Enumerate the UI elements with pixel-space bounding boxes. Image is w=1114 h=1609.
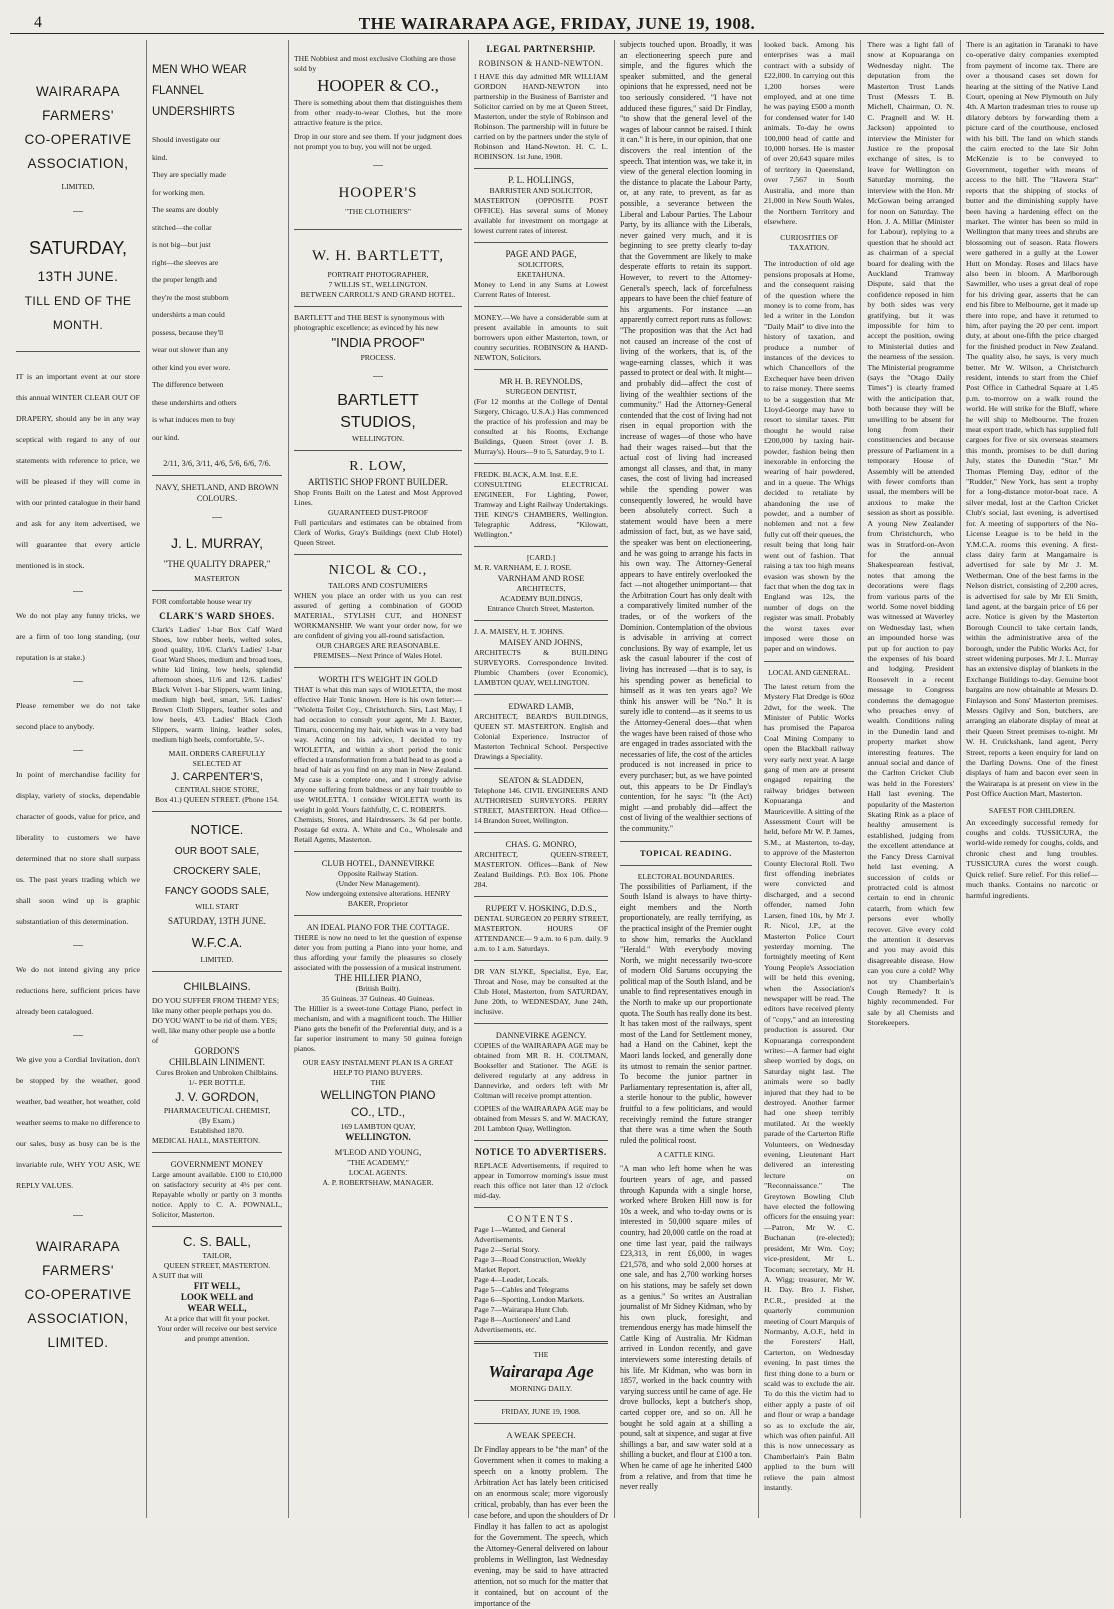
sale-till: TILL END OF THE	[24, 294, 132, 308]
hillier-body: The Hillier is a sweet-tone Cottage Piano, perfect in mechanism, and with a magnificent touch. The Hillier Piano gets the benefit of the Preferential duty, and is a far superior instrument to many 50 guinea foreign pianos.	[294, 1004, 462, 1053]
copy-line: is not big—but just	[152, 240, 211, 249]
page-solicitors: SOLICITORS,	[518, 260, 564, 269]
gordons: GORDON'S	[194, 1046, 240, 1056]
mail-orders: MAIL ORDERS CAREFULLY	[168, 749, 266, 758]
leader-continued: subjects touched upon. Broadly, it was an electioneering speech pure and simple, and the figures which the speaker submitted, and the general opinions that he expressed, need not be too seriously considered. "I have not adduced these figures," said Dr Findlay, "to show that the general level of the wages of labour cannot be raised. I think it can." It is here, in our opinion, that one discovers the real intention of the speech. That intention was, we take it, in view of the general election looming in the distance to placate the Labour Party, or, at any rate, to prevent, as far as possible, a severance between the Liberal and Labour Parties. The Labour Party, by its alliance with the Liberals, never gained very much, and it is beginning to see pretty clearly to-day that the Government are likely to make desperate efforts to retain its support. However, to revert to the Attorney-General's speech, lack of forcefulness appears to have been the chief feature of his arguments. For instance —an apparently correct report runs as follows: "The proposition was that the Act had not caused an increase of the cost of living of the workers, that is, of the wage-earning classes, which it was passed to protect or deal with. It might—and probably did—affect the cost of living of the wealthier sections of the community." Had the Attorney-General contended that the cost of living had not risen in equal proportion with the increase of wages—of those who have had their wages raised—but that the actual cost of living had increased amongst all classes, and that, in many cases, the cost of living had increased while the spending power was consequently lowered, he would have been absolutely correct. Such a statement would have been a mere admission of fact, but, as we have said, the speaker was bent on electioneering, and he was going to arrange his facts in his own way. The Attorney-General appears to have entirely overlooked the fact —not altogether unimportant— that the Arbitration Court has only dealt with a comparatively limited number of the trades, or of the workers of the Dominion. Contemplation of the obvious is advisable in arriving at correct conclusions. By way of example, let us ask the casual labourer if the cost of living has increased —that is to say, is his spending power as beneficial to himself as it was ten years ago? We think his answer will be "No." It is surely idle to contend—as it seems to us the Attorney-General does—that when the wages have been raised of those who are engaged in trades associated with the necessaries of life, the cost of the articles produced is not increased in price to every purchaser; but, as we have pointed out, this appears to be Dr Findlay's contention, for he says: "It (the Act) might —and probably did—affect the cost of living of the wealthier sections of the community."	[620, 40, 752, 833]
copy-line: possess, because they'll	[152, 327, 224, 337]
copy-line: undershirts a man could	[152, 310, 225, 319]
bartlett-portrait: PORTRAIT PHOTOGRAPHER,	[327, 270, 429, 279]
copy-line: our kind.	[152, 432, 180, 442]
page-body: Money to Lend in any Sums at Lowest Current Rates of Interest.	[474, 280, 608, 299]
sale-fancy: FANCY GOODS SALE,	[164, 886, 270, 897]
chilblains-body: DO YOU SUFFER FROM THEM? YES; like many other people perhaps you do. DO YOU WANT to be rid of them. YES; well, like many other people use a bottle of	[152, 996, 279, 1045]
bartlett-studios-2: STUDIOS,	[340, 414, 416, 431]
briefs-body: There is an agitation in Taranaki to have co-operative dairy companies exempted from payment of income tax. There are over a thousand cases set down for hearing at the sitting of the Native Land Court, opening at New Plymouth on July 4th. A Marton tradesman tries to rouse up dilatory debtors by forwarding them a picture card of the courthouse, enclosed with his bill. The land on which stands the cairn erected to the late Sir John McKenzie is to be conveyed to Government, together with means of access to the hill. The "Hawera Star" reports that the shipping of stocks of butter and the diminishing supply have been having a hardening effect on the market. The winter has been so mild in Wellington that many trees and shrubs are blossoming out of season. Rata flowers were gathered in a gully at the Lower Hutt on Monday. Roses and lilacs have also been in bloom. A Marlborough Sawmiller, who uses a great deal of rope for his driving gear, asserts that he can end his fibre to Melbourne, get it made up there into rope, and have it returned to him, after paying the 20 per cent. import duty, at about one-fifth the price charged for the finished product in New Zealand. The quality also, he says, is very much better. Mr W. Wilson, a Christchurch resident, intends to start from the Chief Post Office in Cathedral Square at 1.45 p.m. to-morrow on a walk round the world. He will strike for the Bluff, where he will ship to Melbourne. The frozen meat export trade, which has supplied full cargoes for five or six overseas steamers this month, promises to be dull during July, states the Dunedin "Star." Mr Thomas Pleming Day, editor of the "Rudder," New York, has sent a trophy for a long-distance motor-boat race. A silver medal, lost at the Carlton Cricket Club's social, last evening, is advertised for. A meeting of supporters of the No-License League is to be held in the Y.M.C.A. rooms this evening. A first-class dairy farm at Mangamaire is advertised for sale by Mr J. M. Wetherman. One of the best farms in the Nelson district, consisting of 2,200 acres, is advertised for sale by Mr Eli Smith, land agent, at the bargain price of £6 per acre. Notice is given by the Masterton Borough Council to take certain lands, within the administrative area of the borough, under the Public Works Act, for street widening purposes. Mr J. L. Murray has an extensive display of blankets in the Exchange Buildings to-day. Genuine boot bargains are now obtainable at Messrs D. Finlayson and Sons' Masterton premises. Messrs Ogilvy and Son, butchers, are arranging an elaborate display of meat at their Queen Street premises to-night. Mr W. H. Cruickshank, land agent, Perry Street, reports a keen enquiry for land on the Darling Downs. One of the finest displays of ham and bacon ever seen in the Wairarapa is at present on view in the Post Office Auction Mart, Masterton.	[966, 40, 1098, 799]
low-body-2: Full particulars and estimates can be obtained from Clerk of Works, Gray's Buildings (next Club Hotel) Queen Street.	[294, 518, 462, 547]
leader-body: Dr Findlay appears to be "the man" of the Government when it comes to making a speech on a knotty problem. The Arbitration Act has lately been criticised on an enormous scale; more vigorously critical, probably, than has ever been the case before, and upon the shoulders of Dr Findlay it has fallen to act as apologist for the Government. The speech, which the Attorney-General delivered on labour problems in Wellington, last Wednesday evening, may be said to have attracted attention, not so much for the matter that it contained, but on account of the importance of the	[474, 1445, 608, 1608]
legal-body: I HAVE this day admitted MR WILLIAM GORDON HAND-NEWTON into partnership in the Business of Barrister and Solicitor carried on by me at Queen Street, Masterton, under the style of Robinson and Robinson. The partnership will in future be carried on by the partners under the style of Robinson and Hand-Newton. H. C. L. ROBINSON. 1st June, 1908.	[474, 72, 608, 161]
mleod-agents: LOCAL AGENTS.	[348, 1168, 408, 1177]
liniment: CHILBLAIN LINIMENT.	[169, 1057, 265, 1067]
column-rule	[146, 40, 147, 1518]
varnham-building: ACADEMY BUILDINGS,	[499, 594, 583, 603]
column-2: MEN WHO WEAR FLANNEL UNDERSHIRTS Should investigate our kind. They are specially made for working men. The seams are doubly stitched—the collar is not big—but just right—the sleeves are the proper length and they're the most stubborn undershirts a man could possess, because they'll wear out slower than any other kind you ever wore. The difference between these undershirts and others is what induces men to buy our kind. 2/11, 3/6, 3/11, 4/6, 5/6, 6/6, 7/6. NAVY, SHETLAND, AND BROWN COLOURS. — J. L. MURRAY, "THE QUALITY DRAPER," MASTERTON FOR comfortable house wear try CLARK'S WARD SHOES. Clark's Ladies' 1-bar Box Calf Ward Shoes, low rubber heels, welted soles, good quality, 10/6. Clark's Ladies' 1-bar Goat Ward Shoes, medium and broad toes, white kid lining, low heels, splendid afternoon shoes, 11/6 and 12/6. Ladies' Black Velvet 1-bar Slippers, warm lining, medium high heel, smart, 5/6. Ladies' Brown Cloth Slippers, leather soles and low heels, 4/3. Ladies' Black Cloth Slippers, warm lining, leather soles, medium high heels, comfortable, 5/-. MAIL ORDERS CAREFULLY SELECTED AT J. CARPENTER'S, CENTRAL SHOE STORE, Box 41.) QUEEN STREET. (Phone 154. NOTICE. OUR BOOT SALE, CROCKERY SALE, FANCY GOODS SALE, WILL START SATURDAY, 13TH JUNE. W.F.C.A. LIMITED. CHILBLAINS. DO YOU SUFFER FROM THEM? YES; like many other people perhaps you do. DO YOU WANT to be rid of them. YES; well, like many other people use a bottle of GORDON'S CHILBLAIN LINIMENT. Cures Broken and Unbroken Chilblains. 1/- PER BOTTLE. J. V. GORDON, PHARMACEUTICAL CHEMIST, (By Exam.) Established 1870. MEDICAL HALL, MASTERTON. GOVERNMENT MONEY Large amount available. £100 to £10,000 on satisfactory security at 4½ per cent. Repayable wholly or partly on 3 months notice. Apply to C. A. POWNALL, Solicitor, Masterton. C. S. BALL, TAILOR, QUEEN STREET, MASTERTON. A SUIT that will FIT WELL, LOOK WELL and WEAR WELL, At a price that will fit your pocket. Your order will receive our best service and prompt attention.	[148, 40, 286, 1518]
contents-item: Page 8—Auctioneers' and Land Advertisements, etc.	[474, 1315, 571, 1334]
sale-day: SATURDAY,	[28, 238, 128, 258]
clearance-text-3: Please remember we do not take second place to anybody.	[16, 701, 140, 731]
lamb-body: ARCHITECT, BEARD'S BUILDINGS, QUEEN ST. MASTERTON. English and Colonial Experience. Instructor of Masterton Technical School. Perspective Drawings a Speciality.	[474, 712, 608, 761]
electoral-body: The possibilities of Parliament, if the South Island is always to have thirty-eight members and the North proportionately, are really terrifying, as the practical insight of the Premier ought to show him, remarks the Auckland "Herald." With everybody moving North, we might necessarily two-score of modern Old Sarums occupying the political map of the South Island, and be unable to find representatives enough in the North to make up our proportionate quota. The South has really done its best. It has taken most of the railways, spent most of the Land for Settlement money, had a Hand on the Cabinet, kept the Maori lands locked, and generally done its utmost to remain the senior partner. To become the junior partner in Parliamentary representation is, after all, a sterile honour to the public, however fruitful to a few politicians, and would receivingly remind the future stranger that there was a time when the South ruled the political roost.	[620, 881, 752, 1145]
legal-firm: ROBINSON & HAND-NEWTON.	[478, 59, 604, 68]
nicol-premises: PREMISES—Next Prince of Wales Hotel.	[313, 651, 443, 660]
hooper-drop: Drop in our store and see them. If your judgment does not prompt you to buy, you will not be urged.	[294, 132, 462, 151]
mleod: M'LEOD AND YOUNG,	[334, 1147, 422, 1157]
taxation-body: The introduction of old age pensions proposals at Home, and the consequent raising of the question where the money is to come from, has led a writer in the London "Daily Mail" to dive into the history of taxation, and produce a number of instances of the devices to which Chancellors of the Exchequer have been driven to raise money. There seems to be a suggestion that Mr Lloyd-George may have to resort to similar taxes. Pitt thought he would raise £200,000 by taxing hair-powder, fashion being then inexorable in enforcing the wearing of hair powdered, and in a queue. The Whigs decided to retaliate by abandoning the use of powder, and a number of noblemen and not a few fully cut off their queues, the result being that long hair went out of fashion. That raising a tax too high means evasion was shown by the fact that when the dog tax in England was 12s, the number of dogs on the register was small. Probably the worst taxes ever imposed were those on paper and on windows.	[764, 259, 855, 654]
copy-line: they're the most stubborn	[152, 292, 229, 302]
carpenter-box: Box 41.) QUEEN STREET. (Phone 154.	[155, 795, 279, 804]
wfca-short: W.F.C.A.	[191, 935, 243, 950]
clearance-text-1: IT is an important event at our store this annual WINTER CLEAR OUT OF DRAPERY, should any be in any way sceptical with regard to any of our statements with reference to price, we will be pleased if they will come in with our printed catalogue in their hand and ask for any item advertised, we will guarantee that every article mentioned is in stock.	[16, 372, 140, 570]
column-5	[616, 40, 756, 1518]
sale-month: MONTH.	[52, 318, 104, 332]
chilblains-heading: CHILBLAINS.	[183, 981, 251, 993]
maisey-body: ARCHITECTS & BUILDING SURVEYORS. Correspondence Invited. Plumbic Chambers (over Economic), LAMBTON QUAY, WELLINGTON.	[474, 648, 608, 687]
newspaper-title: THE WAIRARAPA AGE, FRIDAY, JUNE 19, 1908.	[358, 14, 756, 33]
column-4	[470, 40, 612, 1608]
column-3: THE Nobbiest and most exclusive Clothing are those sold by HOOPER & CO., There is something about them that distinguishes them from other ready-to-wear Clothes, but the more attractive feature is the price. Drop in our store and see them. If your judgment does not prompt you to buy, you will not be urged. — HOOPER'S "THE CLOTHIER'S" W. H. BARTLETT, PORTRAIT PHOTOGRAPHER, 7 WILLIS ST., WELLINGTON. BETWEEN CARROLL'S AND GRAND HOTEL. BARTLETT and THE BEST is synonymous with photographic excellence; as evinced by his new "INDIA PROOF" PROCESS. — BARTLETT STUDIOS, WELLINGTON. R. LOW, ARTISTIC SHOP FRONT BUILDER. Shop Fronts Built on the Latest and Most Approved Lines. GUARANTEED DUST-PROOF Full particulars and estimates can be obtained from Clerk of Works, Gray's Buildings (next Club Hotel) Queen Street. NICOL & CO., TAILORS AND COSTUMIERS WHEN you place an order with us you can rest assured of getting a combination of GOOD MATERIAL, STYLISH CUT, and HONEST WORKMANSHIP. We want your order now, for we are confident of giving you all-round satisfaction. OUR CHARGES ARE REASONABLE. PREMISES—Next Prince of Wales Hotel. WORTH IT'S WEIGHT IN GOLD THAT is what this man says of WIOLETTA, the most effective Hair Tonic known. Here is his own letter:— "Wioletta Toilet Coy., Christchurch. Sirs, Last May, I had occasion to consult your agent, Mr J. Baxter, Timaru, concerning my hair, which was in a very bad way. Acting on his advice, I decided to try WIOLETTA, and within a short period the tonic effected a transformation from a bald head to as good a head of hair as you find on any man in New Zealand. My case is a complete one, and I strongly advise anyone suffering from baldness or any hair trouble to use WIOLETTA. I consider WIOLETTA worth its weight in gold. Yours faithfully, C. C. ROBERTS. Chemists, Stores, and Hairdressers. 3s 6d per bottle. Postage 6d extra. A. White and Co., Wholesale and Retail Agents, Masterton. CLUB HOTEL, DANNEVIRKE Opposite Railway Station. (Under New Management). Now undergoing extensive alterations. HENRY BAKER, Proprietor AN IDEAL PIANO FOR THE COTTAGE. THERE is now no need to let the question of expense deter you from putting a Piano into your home, and thus affording your family the pleasures so closely associated with the possession of a musical instrument. THE HILLIER PIANO, (British Built). 35 Guineas. 37 Guineas. 40 Guineas. The Hillier is a sweet-tone Cottage Piano, perfect in mechanism, and with a magnificent touch. The Hillier Piano gets the benefit of the Preferential duty, and is a far superior instrument to many 50 guinea foreign pianos. OUR EASY INSTALMENT PLAN IS A GREAT HELP TO PIANO BUYERS. THE WELLINGTON PIANO CO., LTD., 169 LAMBTON QUAY, WELLINGTON. M'LEOD AND YOUNG, "THE ACADEMY," LOCAL AGENTS. A. P. ROBERTSHAW, MANAGER.	[294, 54, 462, 1187]
bartlett-address: 7 WILLIS ST., WELLINGTON.	[328, 280, 428, 289]
hillier-british: (British Built).	[355, 984, 401, 993]
sale-crockery: CROCKERY SALE,	[173, 866, 261, 877]
wfca-footer-5: LIMITED.	[47, 1335, 109, 1350]
column-6b	[867, 40, 954, 1518]
black-body: CONSULTING ELECTRICAL ENGINEER, For Lighting, Power, Tramway and Light Railway Undertakings. THE KING'S CHAMBERS, Wellington. Telegraphic Address, "Kilowatt, Wellington."	[474, 480, 608, 539]
contents-list	[474, 1225, 608, 1335]
bartlett-name: W. H. BARTLETT,	[311, 248, 444, 264]
undershirt-colours: NAVY, SHETLAND, AND BROWN COLOURS.	[155, 483, 279, 503]
govt-money-body: Large amount available. £100 to £10,000 on satisfactory security at 4½ per cent. Repayable wholly or partly on 3 months notice. Apply to C. A. POWNALL, Solicitor, Masterton.	[152, 1170, 282, 1219]
column-rule	[288, 40, 289, 1518]
wfca-name-4: ASSOCIATION,	[27, 156, 129, 171]
wioletta-letter: THAT is what this man says of WIOLETTA, the most effective Hair Tonic known. Here is his own letter:— "Wioletta Toilet Coy., Christchurch. Sirs, Last May, I had occasion to consult your agent, Mr J. Baxter, Timaru, concerning my hair, which was in a very bad way. Acting on his advice, I decided to try WIOLETTA, and within a short period the tonic effected a transformation from a bald head to as good a head of hair as you find on any man in New Zealand. My case is a complete one, and I strongly advise anyone suffering from baldness or any hair trouble to use WIOLETTA. I consider WIOLETTA worth its weight in gold. Yours faithfully, C. C. ROBERTS.	[294, 685, 462, 814]
cattle-heading: A CATTLE KING.	[656, 1150, 715, 1160]
ball-order: Your order will receive our best service and prompt attention.	[157, 1324, 277, 1343]
local-heading: LOCAL AND GENERAL.	[768, 667, 851, 677]
column-7	[962, 40, 1102, 1518]
medical-hall: MEDICAL HALL, MASTERTON.	[152, 1136, 260, 1145]
hoopers-tagline: "THE CLOTHIER'S"	[345, 207, 411, 216]
ball-look: LOOK WELL and	[180, 1292, 254, 1302]
column-rule	[960, 40, 961, 1518]
hoopers-name: HOOPER'S	[338, 185, 418, 201]
masthead-name: Wairarapa Age	[488, 1362, 594, 1381]
ball-suit: A SUIT that will	[152, 1271, 203, 1280]
inner-rule	[860, 40, 861, 1518]
wioletta-stockists: Chemists, Stores, and Hairdressers. 3s 6d per bottle. Postage 6d extra. A. White and Co., Wholesale and Retail Agents, Masterton.	[294, 815, 462, 844]
club-management: (Under New Management).	[336, 879, 420, 888]
gordon-exam: (By Exam.)	[199, 1116, 235, 1125]
lamb-name: EDWARD LAMB,	[508, 701, 574, 711]
undershirt-headline-1: MEN WHO WEAR	[152, 64, 247, 76]
reynolds-body: (For 12 months at the College of Dental Surgery, Chicago, U.S.A.) Has commenced the practice of his profession and may be consulted at his Rooms, Exchange Buildings, Queen Street (over J. B. Murray's). Hours—9 to 5, Saturday, 9 to 1.	[474, 397, 608, 456]
wpc-town: WELLINGTON.	[345, 1132, 411, 1142]
wpc-name-1: WELLINGTON PIANO	[320, 1090, 436, 1102]
page-and-page: PAGE AND PAGE,	[505, 249, 577, 259]
copy-line: kind.	[152, 152, 168, 162]
money-notice: MONEY.—We have a considerable sum at present available in amounts to suit borrowers upon either Masterton, town, or country securities. ROBINSON & HAND-NEWTON, Solicitors.	[474, 313, 608, 362]
ball-fit: FIT WELL,	[193, 1281, 241, 1291]
wfca-footer-4: ASSOCIATION,	[27, 1311, 129, 1326]
wfca-name-1: WAIRARAPA	[35, 84, 120, 99]
topical-heading: TOPICAL READING.	[639, 847, 733, 858]
clearance-text-6: We give you a Cordial Invitation, don't be stopped by the weather, good weather, bad weather, hot weather, cold weather seems to make no difference to our sales, busy as busy can be is the invariable rule, WHY YOU ASK, WE REPLY VALUES.	[16, 1055, 140, 1190]
wpc-name-2: CO., LTD.,	[350, 1107, 406, 1119]
ball-wear: WEAR WELL,	[187, 1303, 247, 1313]
taxation-heading: CURIOSITIES OF TAXATION.	[780, 233, 839, 253]
nicol-trade: TAILORS AND COSTUMIERS	[328, 581, 428, 590]
legal-heading: LEGAL PARTNERSHIP.	[486, 44, 596, 54]
murray-name: J. L. MURRAY,	[170, 535, 264, 551]
cattle-body: "A man who left home when he was fourteen years of age, and passed through Kapunda with a single horse, worked where Broken Hill now is for 10s a week, and who to-day owns or is interested in 50,000 square miles of country, had 20,000 cattle on the road at one time last year, paid the railways £23,313, in rent £6,000, in wages £21,578, and who sold 2,000 horses at one sale, and has 2,700 working horses on his stations, may be safely set down as a genius." So writes an Australian journalist of Mr Sidney Kidman, who by his own pluck, foresight, and tremendous energy has made himself the Cattle King of Australia. Mr Kidman arrived in London recently, and gave interviewers some interesting details of his life. Mr Kidman, who was born in 1857, worked in the back country with varying success until he came of age. He drove bullocks, kept a butcher's shop, carted copper ore, and so on. All he bought he sold again at a shilling a pound, salt at sixpence, and sugar at five shillings a bar, and saw water sold at a shilling a bucket, and flour at £100 a ton. When he came of age he inherited £400 from a relative, and from that time he never really	[620, 1164, 752, 1492]
hooper-intro: THE Nobbiest and most exclusive Clothing are those sold by	[294, 54, 456, 73]
varnham-entrance: Entrance Church Street, Masterton.	[487, 604, 595, 613]
wfca-footer-2: FARMERS'	[42, 1263, 114, 1278]
copy-line: wear out slower than any	[152, 345, 229, 354]
cattle-continued: looked back. Among his enterprises was a mail contract with a subsidy of £22,000. In carrying out this 1,200 horses were employed, and at one time he was paying £500 a month for condensed water for 140 animals. To-day he owns 100,000 head of cattle and 10,000 horses. He is master of over 20,643 square miles of territory in Queensland, over 7,567 in South Australia, and more than 21,000 in New South Wales, the Northern Territory and elsewhere.	[764, 40, 855, 226]
wfca-limited: LIMITED,	[61, 182, 95, 191]
clark-intro: FOR comfortable house wear try	[152, 597, 252, 606]
ideal-piano: AN IDEAL PIANO FOR THE COTTAGE.	[306, 923, 450, 932]
varnham-arch: ARCHITECTS,	[516, 584, 566, 593]
liniment-price: 1/- PER BOTTLE.	[188, 1078, 246, 1087]
masthead-morning: MORNING DAILY.	[510, 1384, 572, 1393]
leader-date: FRIDAY, JUNE 19, 1908.	[501, 1407, 581, 1416]
ball-name: C. S. BALL,	[183, 1234, 251, 1249]
club-hotel: CLUB HOTEL, DANNEVIRKE	[321, 858, 435, 868]
replace-notice: REPLACE Advertisements, if required to appear in Tomorrow morning's issue must reach this office not later than 12 o'clock mid-day.	[474, 1161, 608, 1200]
sale-date: SATURDAY, 13TH JUNE.	[167, 916, 266, 926]
column-rule	[468, 40, 469, 1518]
dannevirke-agency: DANNEVIRKE AGENCY.	[495, 1031, 587, 1040]
club-opposite: Opposite Railway Station.	[338, 869, 418, 878]
bartlett-between: BETWEEN CARROLL'S AND GRAND HOTEL.	[300, 290, 456, 299]
liniment-cures: Cures Broken and Unbroken Chilblains.	[155, 1068, 279, 1077]
contents-item: Page 1—Wanted, and General Advertisements.	[474, 1225, 566, 1244]
monro-name: CHAS. G. MONRO,	[505, 839, 577, 849]
contents-item: Page 6—Sporting, London Markets.	[474, 1295, 585, 1304]
sale-date: 13TH JUNE.	[37, 269, 119, 284]
copy-line: stitched—the collar	[152, 222, 212, 232]
clearance-text-5: We do not intend giving any price reductions here, sufficient prices have already been catalogued.	[16, 965, 140, 1016]
copies-wellington: COPIES of the WAIRARAPA AGE may be obtained from Messrs S. and W. MACKAY, 201 Lambton Quay, Wellington.	[474, 1104, 608, 1133]
gordon-established: Established 1870.	[190, 1126, 244, 1135]
notice-advertisers: NOTICE TO ADVERTISERS.	[475, 1147, 607, 1157]
wpc-the: THE	[370, 1078, 386, 1087]
contents-item: Page 4—Leader, Locals.	[474, 1275, 549, 1284]
contents-heading: CONTENTS.	[507, 1214, 575, 1224]
reynolds-name: MR H. B. REYNOLDS,	[499, 376, 583, 386]
contents-item: Page 5—Cables and Telegrams	[474, 1285, 569, 1294]
undershirt-headline-2: FLANNEL	[152, 85, 204, 97]
nicol-charges: OUR CHARGES ARE REASONABLE.	[315, 641, 441, 650]
bartlett-best: BARTLETT and THE BEST is synonymous with photographic excellence; as evinced by his new	[294, 313, 445, 332]
hollings-sub: BARRISTER AND SOLICITOR,	[489, 186, 593, 195]
wfca-footer-1: WAIRARAPA	[35, 1239, 120, 1254]
hillier-name: THE HILLIER PIANO,	[334, 973, 422, 983]
seaton-name: SEATON & SLADDEN,	[498, 775, 584, 785]
undershirt-headline-3: UNDERSHIRTS	[152, 106, 235, 118]
page-number: 4	[34, 14, 42, 31]
sale-boot: OUR BOOT SALE,	[174, 846, 260, 857]
india-process: PROCESS.	[360, 353, 396, 362]
electoral-heading: ELECTORAL BOUNDARIES.	[637, 871, 735, 881]
hollings-body: MASTERTON (OPPOSITE POST OFFICE). Has several sums of Money available for investment on mortgage at lowest current rates of interest.	[474, 196, 608, 235]
mleod-academy: "THE ACADEMY,"	[347, 1158, 409, 1167]
govt-money: GOVERNMENT MONEY	[170, 1159, 264, 1169]
contents-item: Page 2—Serial Story.	[474, 1245, 540, 1254]
carpenter-name: J. CARPENTER'S,	[171, 771, 263, 783]
tussicura-ad: An exceedingly successful remedy for coughs and colds. TUSSICURA, the world-wide remedy for coughs, colds, and chronic chest and lung troubles. TUSSICURA cures the worst cough. Quick relief. Sure relief. For this relief—much thanks. Contains no narcotic or harmful ingredients.	[966, 817, 1098, 900]
notice-heading: NOTICE.	[190, 822, 244, 837]
copy-line: the proper length and	[152, 275, 217, 284]
clearance-text-4: In point of merchandise facility for display, variety of stocks, dependable character of goods, value for price, and liberality to customers we have determined that no store shall surpass us. The past years trading which we shall soon wind up is graphic substantiation of this determination.	[16, 770, 140, 926]
low-dustproof: GUARANTEED DUST-PROOF	[328, 508, 428, 517]
local-body: The latest return from the Mystery Flat Dredge is 60oz 2dwt, for the week. The Minister of Public Works has promised the Paparoa Coal Mining Company to open the Blackball railway very early next year. A large gang of men are at present engaged repairing the railway bridges between Kopuaranga and Mauriceville. A sitting of the Assessment Court will be held, before Mr W. P. James, S.M., at Masterton, to-day, to approve of the Masterton County Electoral Roll. Two first offending inebriates were convicted and discharged, and a second offender, named John Larsen, fined 10s, by Mr J. R. Nicol, J.P., at the Masterton Police Court yesterday morning. The fortnightly meeting of Kent Young People's Association will be held this evening, when the Association's newspaper will be read. The editors have received plenty of "copy," and an interesting production is assured. Our Kopuaranga correspondent writes:—A farmer had eight sheep worried by dogs, on Saturday night last. The animals were so badly injured that they had to be destroyed. Another farmer had one sheep terribly mutilated. At the weekly parade of the Carterton Rifle Volunteers, on Wednesday evening, Lieutenant Hart delivered an interesting lecture on "Reconnaissance." The Greytown Bowling Club have elected the following officers for the ensuing year:—Patron, Mr W. C. Buchanan (re-elected); president, Mr Wm. Coy; vice-president, Mr L. Tocoman; secretary, Mr H. A. Wigg; treasurer, Mr W. H. Day. Bro J. Fisher, P.C.R., presided at the quarterly communion meeting of Court Marquis of Normanby, A.O.F., held in the Foresters' Hall, Carterton, on Wednesday evening. In past times the first thing done to a burn or scald was to exclude the air. To do this the victim had to either apply a paste of oil and flour or wrap a bandage so as to exclude the air, which was often painful. All this is now unnecessary as Chamberlain's Pain Balm applied to the burn will relieve the pain almost instantly.	[764, 681, 855, 1493]
maisey-johns: MAISEY AND JOHNS,	[499, 637, 583, 647]
hosking-name: RUPERT V. HOSKING, D.D.S.,	[485, 903, 597, 913]
column-1: WAIRARAPA FARMERS' CO-OPERATIVE ASSOCIATION, LIMITED, — SATURDAY, 13TH JUNE. TILL END OF THE MONTH. IT is an important event at our store this annual WINTER CLEAR OUT OF DRAPERY, should any be in any way sceptical with regard to any of our statements with reference to price, we will be pleased if they will come in with our printed catalogue in their hand and ask for any item advertised, we will guarantee that every article mentioned is in stock. — We do not play any funny tricks, we are a firm of too long standing, (our reputation is at stake.) — Please remember we do not take second place to anybody. — In point of merchandise facility for display, variety of stocks, dependable character of goods, value for price, and liberality to customers we have determined that no store shall surpass us. The past years trading which we shall soon wind up is graphic substantiation of this determination. — We do not intend giving any price reductions here, sufficient prices have already been catalogued. — We give you a Cordial Invitation, don't be stopped by the weather, good weather, bad weather, hot weather, cold weather seems to make no difference to our sales, busy as busy can be is the invariable rule, WHY YOU ASK, WE REPLY VALUES. — WAIRARAPA FARMERS' CO-OPERATIVE ASSOCIATION, LIMITED.	[12, 40, 144, 1518]
mail-selected: SELECTED AT	[192, 759, 242, 768]
gordon-chemist: PHARMACEUTICAL CHEMIST,	[163, 1106, 271, 1115]
undershirt-copy	[152, 131, 282, 446]
copy-line: Should investigate our	[152, 135, 221, 144]
wfca-footer-3: CO-OPERATIVE	[24, 1287, 132, 1302]
copy-line: these undershirts and others	[152, 397, 237, 407]
reynolds-sub: SURGEON DENTIST,	[505, 387, 577, 396]
instalment: OUR EASY INSTALMENT PLAN IS A GREAT HELP TO PIANO BUYERS.	[302, 1058, 454, 1077]
low-trade: ARTISTIC SHOP FRONT BUILDER.	[308, 477, 448, 487]
leader-title: A WEAK SPEECH.	[506, 1430, 576, 1440]
copy-line: The seams are doubly	[152, 205, 219, 214]
varnham-partners: M. R. VARNHAM, E. J. ROSE.	[474, 563, 572, 572]
carpenter-store: CENTRAL SHOE STORE,	[174, 785, 260, 794]
black-name: FREDK. BLACK, A.M. Inst. E.E.	[474, 470, 578, 479]
local-news: There was a light fall of snow at Kopuaranga on Wednesday night. The deputation from the Masterton Trust Lands Trust (Messrs T. B. Michell, Chairman, O. N. C. Pragnell and W. H. Jackson) appointed to interview the Minister for Justice re the proposal exchange of sites, is to leave for Wellington on Saturday morning, the interview with the Hon. Mr McGowan being arranged for noon on Saturday. The Hon. J. A. Millar (Minister for Labour), replying to a question that he should act as chairman of a special board for dealing with the Auckland Tramway Dispute, said that the confidence reposed in him by both sides was very gratifying, but it was impossible for him to accept the position, owing to Ministerial duties and the nearness of the session. The Ministerial programme (says the "Otago Daily Times") is clearly framed with the anticipation that, both because they will be unwilling to be absent for long from their constituencies and because pressure of Parliament in a temporary House of Assembly will be attended with fewer comforts than usual, the members will be anxious to make the session as short as possible. A young New Zealander from Christchurch, who was in Stratford-on-Avon for the annual Shakespearean festival, notes that among the decorations were flags from various parts of the world. Some novel bidding was witnessed at Waverley on Wednesday last, when an impounded horse was put up for auction to pay the expenses of his board and lodging. President Roosevelt in a recent message to Congress condemns the demagogue who preaches envy of wealth. Conditions ruling in the Dunedin land and property market show interesting features. The annual social and dance of the Carlton Cricket Club was held in the Foresters' Hall last evening. The popularity of the Masterton Skating Rink as a place of healthy amusement is established, judging from the excellent attendance at the Fancy Dress Carnival held last evening. A succession of colds or protracted cold is almost certain to end in chronic catarrh, from which few persons ever wholly recover. Give every cold the attention it deserves and you may avoid this disagreeable disease. How can you cure a cold? Why not try Chamberlain's Cough Remedy? It is highly recommended. For sale by all Chemists and Storekeepers.	[867, 40, 954, 1028]
low-body: Shop Fronts Built on the Latest and Most Approved Lines.	[294, 488, 462, 507]
masthead	[10, 12, 1104, 34]
copy-line: for working men.	[152, 187, 205, 197]
hollings-name: P. L. HOLLINGS,	[508, 175, 574, 185]
varnham-rose: VARNHAM AND ROSE	[497, 573, 585, 583]
gordon-name: J. V. GORDON,	[175, 1090, 259, 1104]
contents-item: Page 7—Wairarapa Hunt Club.	[474, 1305, 569, 1314]
low-name: R. LOW,	[349, 459, 407, 474]
ball-tailor: TAILOR,	[202, 1251, 232, 1260]
india-proof: "INDIA PROOF"	[331, 335, 425, 350]
van-slyke: DR VAN SLYKE, Specialist, Eye, Ear, Throat and Nose, may be consulted at the Club Hotel, Masterton, from SATURDAY, June 20th, to WEDNESDAY, June 24th, inclusive.	[474, 967, 608, 1016]
wfca-name-2: FARMERS'	[42, 108, 114, 123]
murray-tagline: "THE QUALITY DRAPER,"	[163, 559, 271, 569]
nicol-body: WHEN you place an order with us you can rest assured of getting a combination of GOOD MATERIAL, STYLISH CUT, and HONEST WORKMANSHIP. We want your order now, for we are confident of giving you all-round satisfaction.	[294, 591, 462, 640]
ball-price: At a price that will fit your pocket.	[164, 1314, 270, 1323]
copy-line: The difference between	[152, 380, 224, 389]
undershirt-prices: 2/11, 3/6, 3/11, 4/6, 5/6, 6/6, 7/6.	[163, 459, 271, 468]
seaton-body: Telephone 146. CIVIL ENGINEERS AND AUTHORISED SURVEYORS. PERRY STREET, MASTERTON. Head Office— 14 Brandon Street, Wellington.	[474, 786, 608, 825]
hooper-body: There is something about them that distinguishes them from other ready-to-wear Clothes, but the more attractive feature is the price.	[294, 98, 462, 127]
column-6	[760, 40, 958, 1518]
wpc-manager: A. P. ROBERTSHAW, MANAGER.	[322, 1178, 434, 1187]
bartlett-studios-town: WELLINGTON.	[352, 434, 404, 443]
page-town: EKETAHUNA.	[516, 270, 566, 279]
club-body: Now undergoing extensive alterations. HENRY BAKER, Proprietor	[305, 889, 451, 908]
maisey-partners: J. A. MAISEY, H. T. JOHNS.	[474, 627, 565, 636]
hosking-body: DENTAL SURGEON 20 PERRY STREET, MASTERTON. HOURS OF ATTENDANCE— 9 a.m. to 6 p.m. daily. 9 a.m. to 1 a.m. Saturdays.	[474, 914, 608, 953]
wfca-short-ltd: LIMITED.	[200, 955, 234, 964]
clearance-text-2: We do not play any funny tricks, we are a firm of too long standing, (our reputation is at stake.)	[16, 611, 140, 662]
contents-item: Page 3—Road Construction, Weekly Market Report.	[474, 1255, 586, 1274]
hillier-guineas: 35 Guineas. 37 Guineas. 40 Guineas.	[321, 994, 435, 1003]
card-label: [CARD.]	[526, 553, 556, 562]
clark-body: Clark's Ladies' 1-bar Box Calf Ward Shoes, low rubber heels, welted soles, good quality, 10/6. Clark's Ladies' 1-bar Goat Ward Shoes, medium and broad toes, white kid lining, low heels, splendid afternoon shoes, 11/6 and 12/6. Ladies' Black Velvet 1-bar Slippers, warm lining, medium high heel, smart, 5/6. Ladies' Brown Cloth Slippers, leather soles and low heels, 4/3. Ladies' Black Cloth Slippers, warm lining, leather soles, medium high heels, comfortable, 5/-.	[152, 625, 282, 744]
ideal-body: THERE is now no need to let the question of expense deter you from putting a Piano into your home, and thus affording your family the pleasures so closely associated with the possession of a musical instrument.	[294, 933, 462, 972]
masthead-the: THE	[533, 1350, 549, 1359]
copy-line: They are specially made	[152, 170, 227, 179]
wfca-name-3: CO-OPERATIVE	[24, 132, 132, 147]
nicol-name: NICOL & CO.,	[328, 563, 428, 578]
copies-dannevirke: COPIES of the WAIRARAPA AGE may be obtained from MR R. H. COLTMAN, Bookseller and Stationer. The AGE is delivered regularly at any address in Dannevirke, and orders left with Mr Coltman will receive prompt attention.	[474, 1041, 608, 1100]
hooper-name: HOOPER & CO.,	[317, 76, 439, 95]
monro-body: ARCHITECT, QUEEN-STREET, MASTERTON. Offices—Bank of New Zealand Buildings. P.O. Box 106. Phone 284.	[474, 850, 608, 889]
will-start: WILL START	[195, 902, 239, 911]
murray-town: MASTERTON	[194, 574, 240, 583]
wpc-address: 169 LAMBTON QUAY,	[340, 1122, 416, 1131]
copy-line: other kind you ever wore.	[152, 362, 231, 372]
safest-heading: SAFEST FOR CHILDREN.	[988, 805, 1076, 815]
ball-address: QUEEN STREET, MASTERTON.	[163, 1261, 271, 1270]
gold-heading: WORTH IT'S WEIGHT IN GOLD	[318, 674, 438, 684]
column-6a	[764, 40, 854, 1518]
bartlett-studios-1: BARTLETT	[337, 392, 419, 409]
column-rule	[758, 40, 759, 1518]
copy-line: is what induces men to buy	[152, 415, 235, 424]
column-rule	[614, 40, 615, 1518]
clark-title: CLARK'S WARD SHOES.	[159, 611, 275, 621]
copy-line: right—the sleeves are	[152, 257, 219, 267]
